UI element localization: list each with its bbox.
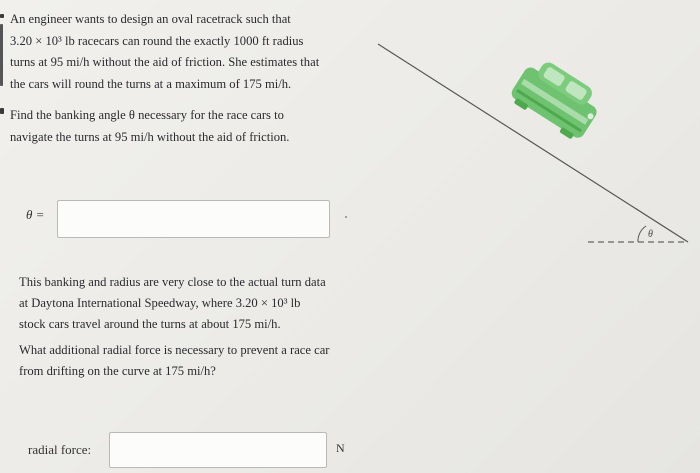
question2-paragraph [19, 340, 359, 382]
theta-label: θ = [26, 207, 45, 222]
angle-arc [638, 226, 646, 242]
radial-force-unit: N [336, 441, 345, 455]
margin-mark [0, 108, 4, 114]
margin-mark [0, 14, 4, 18]
theta-answer-input[interactable] [57, 200, 330, 238]
banked-track-diagram [370, 20, 700, 250]
intro-paragraph [10, 9, 362, 95]
info-line: stock cars travel around the turns at about 175 mi/h. [19, 317, 281, 331]
info-paragraph [19, 272, 359, 335]
intro-line: An engineer wants to design an oval racetrack such that [10, 12, 291, 26]
radial-force-label: radial force: [28, 442, 92, 457]
intro-line: turns at 95 mi/h without the aid of friction. She estimates that [10, 55, 320, 69]
info-line: This banking and radius are very close to the actual turn data [19, 275, 326, 289]
question1-line: navigate the turns at 95 mi/h without the aid of friction. [10, 129, 290, 144]
info-line: at Daytona International Speedway, where 3.20 × 10³ lb [19, 296, 301, 310]
race-car [507, 53, 607, 144]
question2-line: What additional radial force is necessary to prevent a race car [19, 343, 330, 357]
input-indicator-dot [345, 216, 347, 218]
intro-line: 3.20 × 10³ lb racecars can round the exactly 1000 ft radius [10, 33, 304, 48]
angle-label: θ [648, 229, 653, 240]
question2-line: from drifting on the curve at 175 mi/h? [19, 364, 216, 378]
question1-line: Find the banking angle θ necessary for the race cars to [10, 108, 284, 122]
margin-mark [0, 24, 3, 86]
intro-line: the cars will round the turns at a maximum of 175 mi/h. [10, 76, 292, 91]
question1-paragraph [10, 105, 350, 148]
radial-force-input[interactable] [109, 432, 327, 468]
